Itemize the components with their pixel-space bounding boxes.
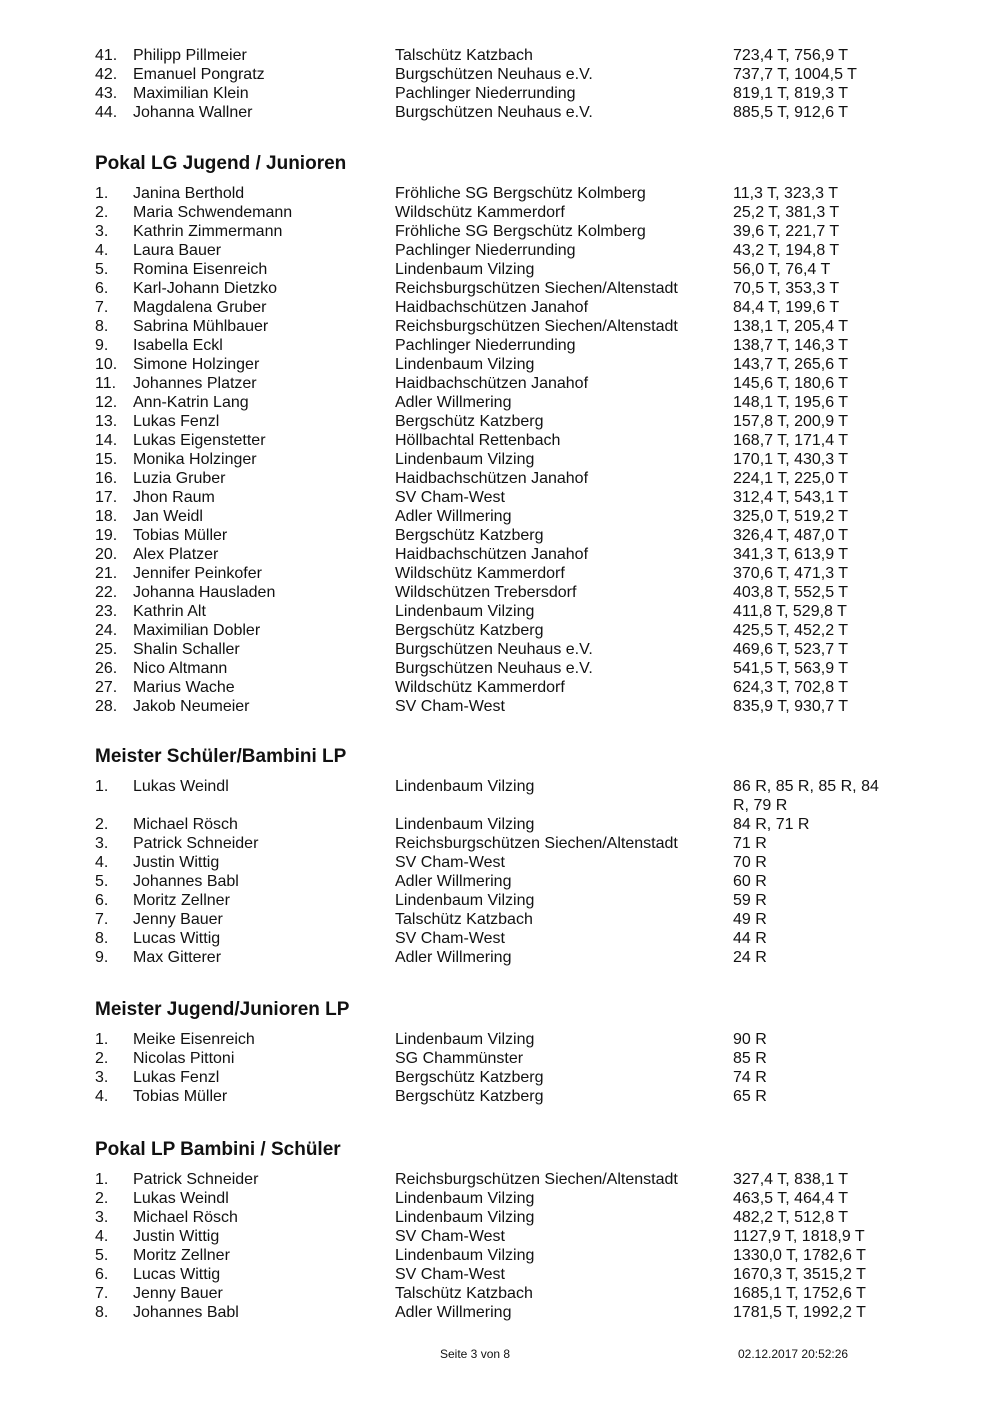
club-name: Talschütz Katzbach: [395, 47, 533, 64]
shooter-name: Patrick Schneider: [133, 1171, 259, 1188]
club-name: SV Cham-West: [395, 1228, 505, 1245]
result-value: 148,1 T, 195,6 T: [733, 394, 849, 411]
shooter-name: Jenny Bauer: [133, 1285, 223, 1302]
rank-number: 11.: [95, 375, 117, 392]
club-name: Pachlinger Niederrunding: [395, 337, 576, 354]
section-heading: Meister Schüler/Bambini LP: [95, 746, 347, 767]
club-name: SV Cham-West: [395, 854, 505, 871]
ranking-row: [95, 1227, 955, 1246]
shooter-name: Johanna Wallner: [133, 104, 253, 121]
ranking-row: [95, 279, 955, 298]
rank-number: 17.: [95, 489, 118, 506]
shooter-name: Michael Rösch: [133, 816, 238, 833]
shooter-name: Romina Eisenreich: [133, 261, 268, 278]
shooter-name: Lukas Fenzl: [133, 1069, 220, 1086]
rank-number: 1.: [95, 778, 109, 795]
result-value: 723,4 T, 756,9 T: [733, 47, 849, 64]
result-value: 885,5 T, 912,6 T: [733, 104, 849, 121]
ranking-row: [95, 1284, 955, 1303]
club-name: Bergschütz Katzberg: [395, 1069, 544, 1086]
ranking-row: [95, 488, 955, 507]
ranking-row: [95, 834, 955, 853]
result-value: 84,4 T, 199,6 T: [733, 299, 840, 316]
shooter-name: Kathrin Zimmermann: [133, 223, 283, 240]
result-value: 463,5 T, 464,4 T: [733, 1190, 849, 1207]
ranking-row: [95, 526, 955, 545]
club-name: Wildschütz Kammerdorf: [395, 204, 565, 221]
ranking-row: [95, 103, 955, 122]
rank-number: 20.: [95, 546, 118, 563]
club-name: Adler Willmering: [395, 873, 512, 890]
ranking-row: [95, 1265, 955, 1284]
club-name: Reichsburgschützen Siechen/Altenstadt: [395, 1171, 678, 1188]
shooter-name: Emanuel Pongratz: [133, 66, 265, 83]
shooter-name: Lucas Wittig: [133, 930, 221, 947]
result-value: 74 R: [733, 1069, 767, 1086]
club-name: Haidbachschützen Janahof: [395, 546, 589, 563]
rank-number: 21.: [95, 565, 118, 582]
result-value: 70,5 T, 353,3 T: [733, 280, 840, 297]
club-name: Haidbachschützen Janahof: [395, 470, 589, 487]
result-value: 168,7 T, 171,4 T: [733, 432, 849, 449]
ranking-row: [95, 317, 955, 336]
rank-number: 8.: [95, 318, 109, 335]
shooter-name: Isabella Eckl: [133, 337, 223, 354]
result-value: 90 R: [733, 1031, 767, 1048]
shooter-name: Ann-Katrin Lang: [133, 394, 249, 411]
ranking-row: [95, 777, 955, 815]
result-value: 85 R: [733, 1050, 767, 1067]
result-value: 327,4 T, 838,1 T: [733, 1171, 849, 1188]
shooter-name: Tobias Müller: [133, 1088, 228, 1105]
shooter-name: Sabrina Mühlbauer: [133, 318, 269, 335]
club-name: Burgschützen Neuhaus e.V.: [395, 641, 593, 658]
shooter-name: Laura Bauer: [133, 242, 222, 259]
result-value: 541,5 T, 563,9 T: [733, 660, 849, 677]
club-name: Lindenbaum Vilzing: [395, 1031, 535, 1048]
ranking-row: [95, 1303, 955, 1322]
shooter-name: Shalin Schaller: [133, 641, 240, 658]
ranking-row: [95, 1087, 955, 1106]
ranking-row: [95, 260, 955, 279]
rank-number: 2.: [95, 1050, 109, 1067]
rank-number: 2.: [95, 816, 109, 833]
result-value: 1781,5 T, 1992,2 T: [733, 1304, 866, 1321]
club-name: Burgschützen Neuhaus e.V.: [395, 66, 593, 83]
rank-number: 3.: [95, 223, 109, 240]
ranking-row: [95, 507, 955, 526]
ranking-row: [95, 46, 955, 65]
shooter-name: Moritz Zellner: [133, 892, 230, 909]
result-value: 312,4 T, 543,1 T: [733, 489, 849, 506]
rank-number: 9.: [95, 949, 109, 966]
ranking-row: [95, 1049, 955, 1068]
result-value: 86 R, 85 R, 85 R, 84 R, 79 R: [733, 778, 879, 814]
result-value: 411,8 T, 529,8 T: [733, 603, 847, 620]
ranking-row: [95, 222, 955, 241]
result-value: 59 R: [733, 892, 767, 909]
rank-number: 4.: [95, 854, 109, 871]
section-heading: Meister Jugend/Junioren LP: [95, 999, 350, 1020]
shooter-name: Kathrin Alt: [133, 603, 206, 620]
result-value: 49 R: [733, 911, 767, 928]
rank-number: 8.: [95, 1304, 109, 1321]
rank-number: 16.: [95, 470, 118, 487]
shooter-name: Jakob Neumeier: [133, 698, 250, 715]
shooter-name: Nicolas Pittoni: [133, 1050, 235, 1067]
result-value: 224,1 T, 225,0 T: [733, 470, 849, 487]
ranking-row: [95, 374, 955, 393]
result-value: 425,5 T, 452,2 T: [733, 622, 849, 639]
club-name: Wildschützen Trebersdorf: [395, 584, 577, 601]
rank-number: 2.: [95, 204, 109, 221]
shooter-name: Monika Holzinger: [133, 451, 257, 468]
ranking-row: [95, 298, 955, 317]
result-value: 138,1 T, 205,4 T: [733, 318, 849, 335]
ranking-row: [95, 815, 955, 834]
club-name: Lindenbaum Vilzing: [395, 1247, 535, 1264]
page-footer: [0, 1347, 1000, 1365]
shooter-name: Janina Berthold: [133, 185, 245, 202]
club-name: Lindenbaum Vilzing: [395, 1209, 535, 1226]
rank-number: 42.: [95, 66, 118, 83]
result-value: 482,2 T, 512,8 T: [733, 1209, 849, 1226]
rank-number: 24.: [95, 622, 118, 639]
section-heading: Pokal LP Bambini / Schüler: [95, 1139, 341, 1160]
ranking-row: [95, 203, 955, 222]
shooter-name: Justin Wittig: [133, 854, 220, 871]
result-value: 44 R: [733, 930, 767, 947]
club-name: Bergschütz Katzberg: [395, 1088, 544, 1105]
ranking-row: [95, 184, 955, 203]
rank-number: 8.: [95, 930, 109, 947]
ranking-row: [95, 853, 955, 872]
shooter-name: Jan Weidl: [133, 508, 203, 525]
rank-number: 28.: [95, 698, 118, 715]
result-value: 403,8 T, 552,5 T: [733, 584, 849, 601]
ranking-row: [95, 545, 955, 564]
ranking-row: [95, 1246, 955, 1265]
result-value: 170,1 T, 430,3 T: [733, 451, 849, 468]
result-value: 24 R: [733, 949, 767, 966]
shooter-name: Johannes Platzer: [133, 375, 257, 392]
ranking-row: [95, 564, 955, 583]
rank-number: 2.: [95, 1190, 109, 1207]
shooter-name: Justin Wittig: [133, 1228, 220, 1245]
club-name: SV Cham-West: [395, 930, 505, 947]
club-name: Adler Willmering: [395, 394, 512, 411]
result-value: 325,0 T, 519,2 T: [733, 508, 849, 525]
rank-number: 18.: [95, 508, 118, 525]
rank-number: 14.: [95, 432, 118, 449]
shooter-name: Tobias Müller: [133, 527, 228, 544]
club-name: SV Cham-West: [395, 698, 505, 715]
club-name: SV Cham-West: [395, 489, 505, 506]
rank-number: 7.: [95, 911, 109, 928]
shooter-name: Simone Holzinger: [133, 356, 260, 373]
club-name: Adler Willmering: [395, 1304, 512, 1321]
result-value: 835,9 T, 930,7 T: [733, 698, 849, 715]
shooter-name: Philipp Pillmeier: [133, 47, 247, 64]
club-name: Lindenbaum Vilzing: [395, 603, 535, 620]
club-name: Höllbachtal Rettenbach: [395, 432, 561, 449]
rank-number: 12.: [95, 394, 118, 411]
result-value: 143,7 T, 265,6 T: [733, 356, 849, 373]
ranking-row: [95, 412, 955, 431]
club-name: Pachlinger Niederrunding: [395, 242, 576, 259]
result-value: 25,2 T, 381,3 T: [733, 204, 840, 221]
result-value: 370,6 T, 471,3 T: [733, 565, 849, 582]
section-heading: Pokal LG Jugend / Junioren: [95, 153, 347, 174]
shooter-name: Lukas Eigenstetter: [133, 432, 266, 449]
ranking-row: [95, 583, 955, 602]
club-name: Adler Willmering: [395, 508, 512, 525]
shooter-name: Luzia Gruber: [133, 470, 226, 487]
rank-number: 22.: [95, 584, 118, 601]
ranking-row: [95, 1068, 955, 1087]
result-value: 326,4 T, 487,0 T: [733, 527, 849, 544]
result-value: 43,2 T, 194,8 T: [733, 242, 840, 259]
ranking-row: [95, 355, 955, 374]
ranking-row: [95, 659, 955, 678]
result-value: 819,1 T, 819,3 T: [733, 85, 849, 102]
club-name: Adler Willmering: [395, 949, 512, 966]
rank-number: 6.: [95, 280, 109, 297]
rank-number: 6.: [95, 1266, 109, 1283]
ranking-section: [95, 745, 955, 967]
club-name: Lindenbaum Vilzing: [395, 356, 535, 373]
ranking-row: [95, 929, 955, 948]
result-value: 624,3 T, 702,8 T: [733, 679, 849, 696]
result-value: 1127,9 T, 1818,9 T: [733, 1228, 865, 1245]
shooter-name: Alex Platzer: [133, 546, 219, 563]
club-name: Lindenbaum Vilzing: [395, 1190, 535, 1207]
rank-number: 13.: [95, 413, 118, 430]
result-value: 145,6 T, 180,6 T: [733, 375, 849, 392]
page-number: Seite 3 von 8: [440, 1347, 511, 1361]
ranking-row: [95, 1170, 955, 1189]
rank-number: 5.: [95, 1247, 109, 1264]
result-value: 469,6 T, 523,7 T: [733, 641, 849, 658]
shooter-name: Max Gitterer: [133, 949, 222, 966]
rank-number: 4.: [95, 1088, 109, 1105]
shooter-name: Karl-Johann Dietzko: [133, 280, 278, 297]
result-value: 1330,0 T, 1782,6 T: [733, 1247, 866, 1264]
club-name: Talschütz Katzbach: [395, 911, 533, 928]
club-name: Reichsburgschützen Siechen/Altenstadt: [395, 318, 678, 335]
shooter-name: Maria Schwendemann: [133, 204, 293, 221]
shooter-name: Lukas Weindl: [133, 778, 229, 795]
club-name: Burgschützen Neuhaus e.V.: [395, 104, 593, 121]
rank-number: 15.: [95, 451, 118, 468]
ranking-row: [95, 640, 955, 659]
rank-number: 1.: [95, 1031, 109, 1048]
shooter-name: Jenny Bauer: [133, 911, 223, 928]
result-value: 157,8 T, 200,9 T: [733, 413, 849, 430]
shooter-name: Marius Wache: [133, 679, 235, 696]
club-name: Fröhliche SG Bergschütz Kolmberg: [395, 185, 646, 202]
ranking-row: [95, 393, 955, 412]
rank-number: 43.: [95, 85, 118, 102]
result-value: 84 R, 71 R: [733, 816, 810, 833]
club-name: Pachlinger Niederrunding: [395, 85, 576, 102]
club-name: Lindenbaum Vilzing: [395, 816, 535, 833]
rank-number: 5.: [95, 873, 109, 890]
ranking-row: [95, 602, 955, 621]
shooter-name: Maximilian Dobler: [133, 622, 261, 639]
rank-number: 26.: [95, 660, 118, 677]
result-value: 341,3 T, 613,9 T: [733, 546, 849, 563]
rank-number: 25.: [95, 641, 118, 658]
result-value: 71 R: [733, 835, 767, 852]
ranking-row: [95, 872, 955, 891]
shooter-name: Johannes Babl: [133, 873, 239, 890]
shooter-name: Patrick Schneider: [133, 835, 259, 852]
club-name: Fröhliche SG Bergschütz Kolmberg: [395, 223, 646, 240]
result-value: 60 R: [733, 873, 767, 890]
rank-number: 27.: [95, 679, 118, 696]
rank-number: 7.: [95, 1285, 109, 1302]
result-value: 1670,3 T, 3515,2 T: [733, 1266, 866, 1283]
club-name: Lindenbaum Vilzing: [395, 261, 535, 278]
ranking-row: [95, 469, 955, 488]
ranking-row: [95, 697, 955, 716]
club-name: Wildschütz Kammerdorf: [395, 679, 565, 696]
rank-number: 4.: [95, 1228, 109, 1245]
ranking-section: [95, 46, 955, 122]
club-name: Bergschütz Katzberg: [395, 413, 544, 430]
club-name: Reichsburgschützen Siechen/Altenstadt: [395, 835, 678, 852]
ranking-row: [95, 910, 955, 929]
club-name: Talschütz Katzbach: [395, 1285, 533, 1302]
rank-number: 3.: [95, 835, 109, 852]
club-name: Burgschützen Neuhaus e.V.: [395, 660, 593, 677]
rank-number: 10.: [95, 356, 118, 373]
club-name: SV Cham-West: [395, 1266, 505, 1283]
shooter-name: Johanna Hausladen: [133, 584, 276, 601]
print-timestamp: 02.12.2017 20:52:26: [738, 1347, 849, 1361]
result-value: 39,6 T, 221,7 T: [733, 223, 840, 240]
club-name: Lindenbaum Vilzing: [395, 451, 535, 468]
ranking-row: [95, 65, 955, 84]
ranking-row: [95, 431, 955, 450]
rank-number: 41.: [95, 47, 118, 64]
result-value: 70 R: [733, 854, 767, 871]
club-name: Haidbachschützen Janahof: [395, 299, 589, 316]
club-name: Haidbachschützen Janahof: [395, 375, 589, 392]
ranking-row: [95, 621, 955, 640]
rank-number: 9.: [95, 337, 109, 354]
rank-number: 19.: [95, 527, 118, 544]
rank-number: 3.: [95, 1209, 109, 1226]
club-name: SG Chammünster: [395, 1050, 524, 1067]
result-value: 65 R: [733, 1088, 767, 1105]
shooter-name: Moritz Zellner: [133, 1247, 230, 1264]
rank-number: 4.: [95, 242, 109, 259]
result-value: 1685,1 T, 1752,6 T: [733, 1285, 866, 1302]
ranking-row: [95, 891, 955, 910]
ranking-row: [95, 336, 955, 355]
shooter-name: Lukas Weindl: [133, 1190, 229, 1207]
ranking-row: [95, 948, 955, 967]
rank-number: 3.: [95, 1069, 109, 1086]
shooter-name: Jennifer Peinkofer: [133, 565, 262, 582]
ranking-row: [95, 450, 955, 469]
result-value: 737,7 T, 1004,5 T: [733, 66, 857, 83]
shooter-name: Lucas Wittig: [133, 1266, 221, 1283]
ranking-section: [95, 1138, 955, 1322]
shooter-name: Johannes Babl: [133, 1304, 239, 1321]
club-name: Bergschütz Katzberg: [395, 527, 544, 544]
ranking-section: [95, 152, 955, 716]
result-value: 56,0 T, 76,4 T: [733, 261, 831, 278]
rank-number: 5.: [95, 261, 109, 278]
ranking-section: [95, 998, 955, 1106]
rank-number: 6.: [95, 892, 109, 909]
ranking-row: [95, 1208, 955, 1227]
shooter-name: Meike Eisenreich: [133, 1031, 255, 1048]
club-name: Lindenbaum Vilzing: [395, 892, 535, 909]
result-value: 11,3 T, 323,3 T: [733, 185, 838, 202]
club-name: Reichsburgschützen Siechen/Altenstadt: [395, 280, 678, 297]
shooter-name: Magdalena Gruber: [133, 299, 267, 316]
shooter-name: Jhon Raum: [133, 489, 215, 506]
rank-number: 7.: [95, 299, 109, 316]
club-name: Bergschütz Katzberg: [395, 622, 544, 639]
shooter-name: Michael Rösch: [133, 1209, 238, 1226]
ranking-row: [95, 1030, 955, 1049]
shooter-name: Lukas Fenzl: [133, 413, 220, 430]
club-name: Wildschütz Kammerdorf: [395, 565, 565, 582]
ranking-row: [95, 678, 955, 697]
rank-number: 44.: [95, 104, 118, 121]
rank-number: 1.: [95, 1171, 109, 1188]
club-name: Lindenbaum Vilzing: [395, 778, 535, 795]
shooter-name: Nico Altmann: [133, 660, 228, 677]
ranking-row: [95, 84, 955, 103]
rank-number: 23.: [95, 603, 118, 620]
result-value: 138,7 T, 146,3 T: [733, 337, 849, 354]
rank-number: 1.: [95, 185, 109, 202]
ranking-row: [95, 241, 955, 260]
ranking-row: [95, 1189, 955, 1208]
shooter-name: Maximilian Klein: [133, 85, 249, 102]
